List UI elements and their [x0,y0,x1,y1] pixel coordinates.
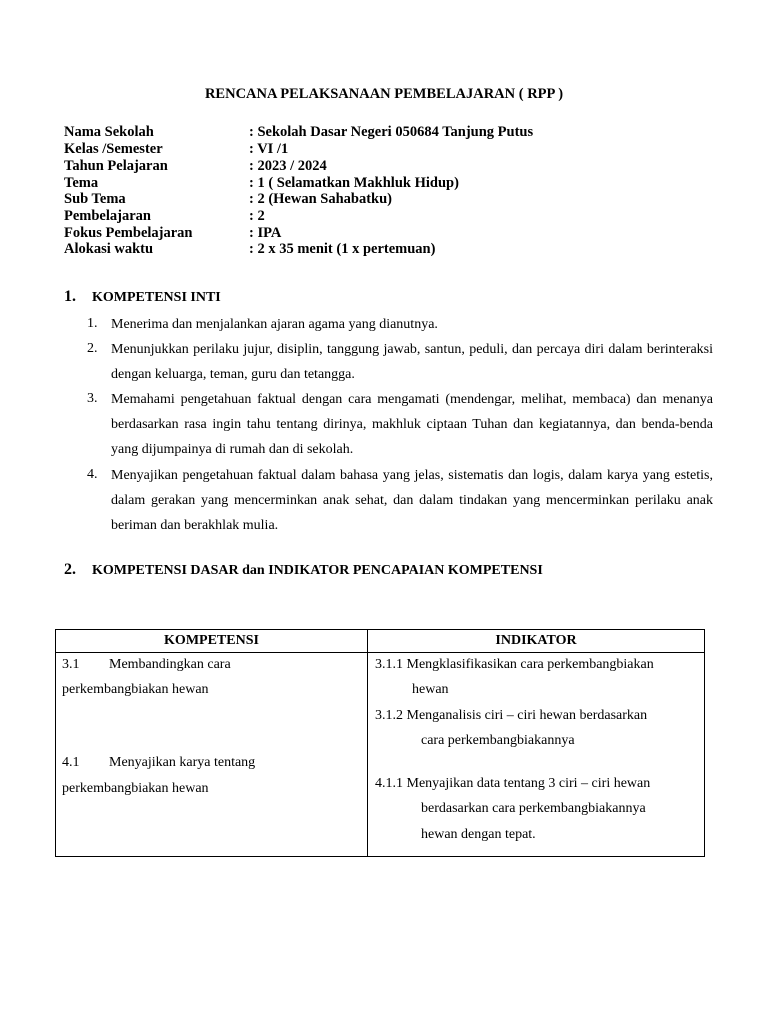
info-value-alokasi-waktu: : 2 x 35 menit (1 x pertemuan) [249,241,436,257]
info-label-kelas-semester: Kelas /Semester [64,141,163,157]
ki-item-3-text: Memahami pengetahuan faktual dengan cara mengamati (mendengar, melihat, membaca) dan menanya berdasarkan rasa ingin tahu tentang dirinya, makhluk ciptaan Tuhan dan kegiatannya, dan benda-benda yang dijumpainya di rumah dan di sekolah. [111,392,713,458]
info-value-nama-sekolah: : Sekolah Dasar Negeri 050684 Tanjung Putus [249,124,534,140]
kd-4-1-line-1: Menyajikan karya tentang [109,755,256,770]
kd-4-1-line-2: perkembangbiakan hewan [62,781,209,796]
ki-item-1-number: 1. [87,316,98,331]
indikator-4-1-1-line-2: berdasarkan cara perkembangbiakannya [421,801,646,816]
ki-item-2-number: 2. [87,341,98,356]
info-label-sub-tema: Sub Tema [64,191,126,207]
indikator-4-1-1-line-1: 4.1.1 Menyajikan data tentang 3 ciri – ciri hewan [375,776,651,791]
ki-item-1-text: Menerima dan menjalankan ajaran agama yang dianutnya. [111,317,438,332]
indikator-3-1-2-line-2: cara perkembangbiakannya [421,733,575,748]
competency-table [55,629,705,857]
header-indikator: INDIKATOR [368,630,705,653]
ki-item-4-number: 4. [87,467,98,482]
info-value-fokus-pembelajaran: : IPA [249,225,282,241]
info-value-tahun-pelajaran: : 2023 / 2024 [249,158,327,174]
cell-kompetensi [56,653,368,857]
indikator-4-1-1-line-3: hewan dengan tepat. [421,827,536,842]
info-label-pembelajaran: Pembelajaran [64,208,151,224]
kd-3-1-number: 3.1 [62,657,80,672]
info-label-nama-sekolah: Nama Sekolah [64,124,154,140]
indikator-3-1-1-line-1: 3.1.1 Mengklasifikasikan cara perkembangbiakan [375,657,654,672]
info-value-tema: : 1 ( Selamatkan Makhluk Hidup) [249,175,459,191]
table-row [56,653,705,857]
info-label-fokus-pembelajaran: Fokus Pembelajaran [64,225,193,241]
section-1-number: 1. [64,288,76,305]
ki-item-2-text: Menunjukkan perilaku jujur, disiplin, tanggung jawab, santun, peduli, dan percaya diri dalam berinteraksi dengan keluarga, teman, guru dan tetangga. [111,342,713,383]
info-value-pembelajaran: : 2 [249,208,265,224]
info-label-tema: Tema [64,175,99,191]
info-label-alokasi-waktu: Alokasi waktu [64,241,154,257]
table-header-row [56,630,705,653]
kd-3-1-line-1: Membandingkan cara [109,657,231,672]
indikator-3-1-2-line-1: 3.1.2 Menganalisis ciri – ciri hewan berdasarkan [375,708,648,723]
cell-indikator [368,653,705,857]
section-2-number: 2. [64,561,76,578]
kd-4-1-number: 4.1 [62,755,80,770]
indikator-3-1-1-line-2: hewan [412,682,449,697]
kd-3-1-line-2: perkembangbiakan hewan [62,682,209,697]
ki-item-3-number: 3. [87,391,98,406]
info-label-tahun-pelajaran: Tahun Pelajaran [64,158,168,174]
document-title: RENCANA PELAKSANAAN PEMBELAJARAN ( RPP ) [204,86,564,102]
section-1-title: KOMPETENSI INTI [92,290,221,305]
info-value-sub-tema: : 2 (Hewan Sahabatku) [249,191,393,207]
header-kompetensi: KOMPETENSI [56,630,368,653]
ki-item-4-text: Menyajikan pengetahuan faktual dalam bahasa yang jelas, sistematis dan logis, dalam karya yang estetis, dalam gerakan yang mencerminkan anak sehat, dan dalam tindakan yang mencerminkan perilaku anak beriman dan berakhlak mulia. [111,468,713,534]
section-2-title: KOMPETENSI DASAR dan INDIKATOR PENCAPAIAN KOMPETENSI [92,563,543,578]
info-value-kelas-semester: : VI /1 [249,141,289,157]
